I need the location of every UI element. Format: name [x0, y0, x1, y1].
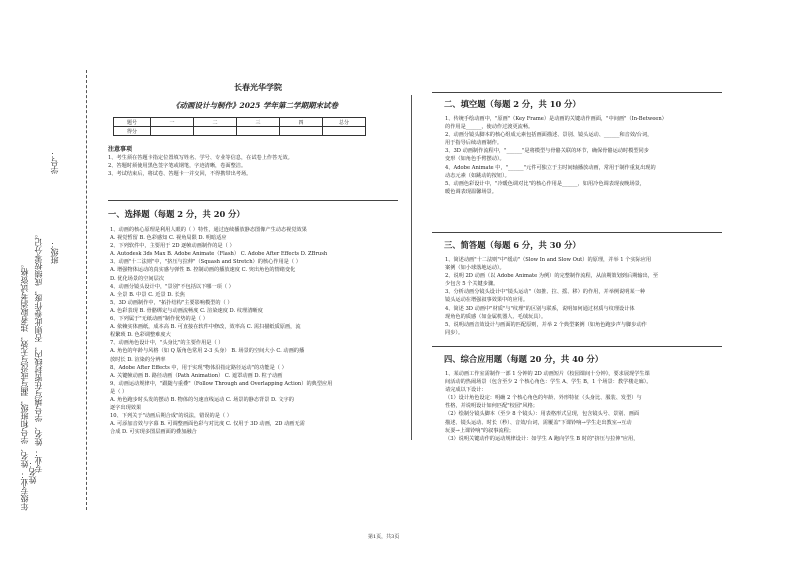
question-line: 5、说明动画音效设计与画面的匹配原则，并举 2 个典型案例（如角色跑步声与脚步动作: [445, 321, 647, 328]
option-line: A. 视觉暂留 B. 色彩感知 C. 视角局限 D. 明暗适应: [110, 235, 227, 242]
question-line: 描述、镜头运动、时长（秒）、音效/台词，需覆盖"下课铃响→学生走出教室→互动: [445, 419, 632, 426]
question-line: 4、动画分镜头设计中，"景别"不包括以下哪一项（ ）: [110, 283, 234, 290]
score-cell: 一: [151, 118, 194, 127]
score-cell: [323, 127, 366, 136]
option-line: 程繁琐 D. 色彩调整难度大: [110, 332, 171, 339]
option-line: A. 可添加音效与字幕 B. 可调整画面色彩与对比度 C. 仅用于 3D 动画，2D 动画无需: [110, 421, 305, 428]
section1-title: 一、选择题（每题 2 分，共 20 分）: [108, 209, 245, 219]
question-line: 3、分析动画分镜头设计中"镜头运动"（如推、拉、摇、移）的作用，并举例说明某一种: [445, 289, 646, 296]
section2-questions: [445, 115, 735, 196]
option-line: 合成 D. 可实现多图层画面的叠加融合: [110, 429, 197, 436]
seal-line: [86, 70, 87, 510]
question-line: 3、动画"十二法则"中，"挤压与拉伸"（Squash and Stretch）的核心作用是（ ）: [110, 259, 301, 266]
score-cell: [280, 127, 323, 136]
question-line: 同步）。: [445, 329, 464, 336]
notice-item: 3、考试结束后，将试卷、答题卡一并交回，不得携带出考场。: [108, 171, 252, 178]
score-cell: [237, 127, 280, 136]
score-table-header-row: [114, 118, 366, 127]
score-cell: 题号: [114, 118, 151, 127]
question-line: 变形（如角色手臂摆动）。: [445, 156, 505, 163]
question-line: 1、简述动画"十二法则"中"缓动"（Slow In and Slow Out）的原理，并举 1 个实际应用: [445, 257, 652, 263]
question-line: 9、动画运动规律中，"跟随与重叠"（Follow Through and Overlapping Action）的典型应用: [110, 380, 333, 387]
class-name-label: 班级：: [50, 240, 59, 264]
name-label: 姓名：: [28, 460, 37, 484]
option-line: A. 全景 B. 中景 C. 近景 D. 长焦: [110, 291, 185, 298]
score-cell: 二: [194, 118, 237, 127]
exam-title: 《动画设计与制作》2025 学年第二学期期末试卷: [172, 101, 338, 110]
section3-questions: [445, 256, 735, 337]
question-line: 性格，并说明设计如何匹配"校园"风格；: [445, 403, 538, 410]
question-line: 2、动画分镜头脚本的核心组成元素包括画面描述、景别、镜头运动、______和音效/台词，: [445, 132, 653, 139]
school-name: 长春光华学院: [234, 82, 282, 92]
section1-questions: [110, 226, 400, 436]
question-line: 1、动画的核心原理是利用人眼的（ ）特性，通过连续播放静态图像产生动态视觉效果: [110, 227, 307, 233]
notice-block: [108, 146, 398, 178]
question-line: 是（ ）: [110, 388, 128, 395]
section3-title: 三、简答题（每题 6 分，共 30 分）: [444, 240, 581, 250]
question-line: 1、某动画工作室需制作一部 1 分钟的 2D 动画短片《校园课间十分钟》，要求展现学生课: [445, 371, 650, 377]
column-divider: [411, 95, 412, 440]
score-cell: [151, 127, 194, 136]
notice-item: 1、考生须在答题卡指定位置填写姓名、学号、专业等信息，在试卷上作答无效。: [108, 155, 293, 162]
section2-divider: [432, 92, 722, 93]
notice-item: 2、答题时须使用黑色签字笔或钢笔，字迹清晰，卷面整洁。: [108, 163, 247, 170]
section4-questions: [445, 370, 735, 443]
option-line: D. 优化场景的空间层次: [110, 275, 164, 282]
question-line: 2、下列软件中，主要用于 2D 逐帧动画制作的是（ ）: [110, 243, 235, 250]
question-line: 暖色调表现温馨场景。: [445, 188, 497, 195]
question-line: 案例（如小球落地运动）。: [445, 265, 505, 272]
question-line: 5、动画色彩设计中，"冷暖色调对比"的核心作用是______，如用冷色调表现夜晚场景，: [445, 180, 646, 187]
option-line: A. 依赖实体画纸，成本高 B. 可直接在软件中修改，效率高 C. 需扫描纸质原画，流: [110, 324, 301, 331]
question-line: 玩耍→上课铃响"的叙事流程；: [445, 427, 514, 434]
student-id-label: 学号：: [50, 150, 59, 174]
section1-divider: [108, 200, 398, 201]
binding-note-2: 年级专业： 姓名、学号和班级，漏写或没写无效，违者取消考试资格。: [20, 260, 29, 511]
question-line: 1、传统手绘动画中，"原画"（Key Frame）是动画的关键动作画面，"中间画"（In-Between）: [445, 116, 667, 122]
question-line: 6、下列属于"无纸动画"制作优势的是（ ）: [110, 316, 208, 323]
question-line: 10、下列关于"动画后期合成"的说法，错误的是（ ）: [110, 413, 232, 420]
question-line: 现角色的质感（如金属机器人、毛绒玩具）。: [445, 313, 547, 320]
question-line: 请完成以下设计：: [445, 387, 487, 394]
section2-title: 二、填空题（每题 2 分，共 10 分）: [444, 99, 581, 109]
question-line: 镜头运动在增强叙事效果中的应用。: [445, 297, 529, 304]
section4-divider: [432, 346, 722, 347]
score-cell: 得分: [114, 127, 151, 136]
question-line: 2、说明 2D 动画（以 Adobe Animate 为例）的完整制作流程，从前期策划到后期输出，至: [445, 273, 659, 280]
notice-title: 注意事项: [108, 146, 133, 153]
score-cell: 三: [237, 118, 280, 127]
option-line: A. 角色跑步时头发的摆动 B. 物体的匀速直线运动 C. 场景的静态背景 D. 文字的: [110, 396, 294, 403]
question-line: （3）说明关键动作的运动规律设计：如学生 A 跑向学生 B 时的"挤压与拉伸"应用，: [445, 435, 639, 442]
option-line: A. 色彩表现 B. 骨骼绑定与动画流畅度 C. 渲染速度 D. 纹理清晰度: [110, 307, 263, 314]
question-line: 4、Adobe Animate 中，"______"元件可独立于主时间轴播放动画，常用于制作重复出现的: [445, 164, 656, 171]
page-footer: 第1页，共3页: [368, 534, 400, 540]
score-cell: [194, 127, 237, 136]
question-line: 8、Adobe After Effects 中，用于实现"物体沿指定路径运动"的功能是（ ）: [110, 364, 287, 371]
score-table-score-row: [114, 127, 366, 136]
question-line: 用于指导后续动画制作。: [445, 140, 503, 147]
option-line: A. 关键帧动画 B. 路径动画（Path Animation） C. 遮罩动画 D. 粒子动画: [110, 372, 283, 379]
question-line: （2）绘制分镜头脚本（至少 8 个镜头）：用表格形式呈现，包含镜头号、景别、画面: [445, 411, 640, 418]
question-line: 4、简述 3D 动画中"材质"与"纹理"的区别与联系，说明如何通过材质与纹理设计体: [445, 305, 635, 312]
option-line: 逐字出现效果: [110, 405, 142, 412]
question-line: 7、动画角色设计中，"头身比"的主要作用是（ ）: [110, 340, 224, 347]
section3-divider: [432, 232, 722, 233]
binding-note-1: 专业： 姓名、学号填写在密封线内，否则此卷作废，成绩按零分记。: [34, 230, 43, 473]
question-line: 的作用是______，使动作过渡更流畅。: [445, 124, 534, 131]
score-cell: 总分: [323, 118, 366, 127]
score-cell: 四: [280, 118, 323, 127]
option-line: A. 角色的年龄与风格（如 Q 版角色常用 2-3 头身） B. 场景的空间大小 C. 动画的播: [110, 348, 305, 355]
question-line: 5、3D 动画制作中，"拓扑结构"主要影响模型的（ ）: [110, 299, 233, 306]
question-line: 动态元素（如跳动的按钮）。: [445, 172, 510, 179]
score-table: [113, 117, 366, 136]
question-line: 间活动的热闹场景（包含至少 2 个核心角色：学生 A、学生 B，1 个场景：教学楼走廊）。: [445, 379, 652, 386]
option-line: 放时长 D. 渲染的分辨率: [110, 356, 166, 363]
option-line: A. 增强物体运动的真实感与弹性 B. 控制动画的播放速度 C. 突出角色的情绪变化: [110, 267, 296, 274]
section4-title: 四、综合应用题（每题 20 分，共 40 分）: [444, 354, 604, 364]
option-line: A. Autodesk 3ds Max B. Adobe Animate（Flash） C. Adobe After Effects D. ZBrush: [110, 251, 328, 258]
question-line: 少包含 5 个关键步骤。: [445, 281, 499, 288]
question-line: 3、3D 动画制作流程中，"______"是将模型与骨骼关联的环节，确保骨骼运动时模型同步: [445, 148, 649, 155]
question-line: （1）设计角色设定：明确 2 个核心角色的年龄、外形特征（头身比、服装、发型）与: [445, 395, 642, 402]
